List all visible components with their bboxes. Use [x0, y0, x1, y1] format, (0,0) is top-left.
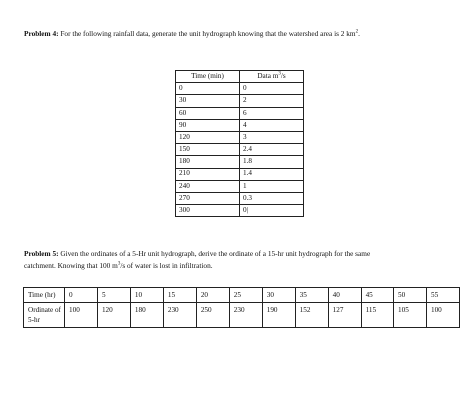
- time-cell: 20: [196, 288, 229, 303]
- data-cell: 2: [240, 95, 304, 107]
- ordinate-cell: 100: [65, 303, 98, 328]
- problem-5-text-line1: Given the ordinates of a 5-Hr unit hydrograph, derive the ordinate of a 15-hr unit hydrograph for the same: [60, 249, 371, 258]
- problem-4-superscript: 2: [355, 29, 359, 35]
- data-cell: 0: [240, 83, 304, 95]
- time-row: [24, 288, 460, 303]
- data-cell: 1.8: [240, 156, 304, 168]
- ordinate-cell: 230: [163, 303, 196, 328]
- time-cell: 30: [262, 288, 295, 303]
- ordinate-cell: 120: [97, 303, 130, 328]
- time-row-label: Time (hr): [24, 288, 65, 303]
- time-cell: 35: [295, 288, 328, 303]
- problem-5-text-line2: catchment. Knowing that 100 $m^3/s$ of water is lost in infiltration.: [24, 261, 213, 271]
- table-row: [176, 119, 304, 131]
- time-cell: 5: [97, 288, 130, 303]
- rainfall-data-table: [175, 70, 304, 217]
- data-cell: 1.4: [240, 168, 304, 180]
- ordinate-cell: 250: [196, 303, 229, 328]
- ordinate-row: [24, 303, 460, 328]
- problem-4: [24, 30, 464, 38]
- time-cell: 210: [176, 168, 240, 180]
- table-row: [176, 156, 304, 168]
- time-cell: 0: [176, 83, 240, 95]
- header-data: Data $m^3/s$: [240, 71, 304, 83]
- time-cell: 120: [176, 131, 240, 143]
- data-cell: 6: [240, 107, 304, 119]
- table-row: [176, 144, 304, 156]
- table-row: [176, 107, 304, 119]
- table-row: [176, 205, 304, 217]
- time-cell: 90: [176, 119, 240, 131]
- ordinate-cell: 152: [295, 303, 328, 328]
- data-cell: 0.3: [240, 192, 304, 204]
- ordinate-cell: 100: [426, 303, 459, 328]
- ordinate-row-label: Ordinate of 5-hr: [24, 303, 65, 328]
- time-cell: 50: [394, 288, 427, 303]
- problem-5: [24, 250, 464, 271]
- table-row: [176, 168, 304, 180]
- time-cell: 300: [176, 205, 240, 217]
- ordinate-cell: 190: [262, 303, 295, 328]
- time-cell: 150: [176, 144, 240, 156]
- time-cell: 15: [163, 288, 196, 303]
- time-cell: 270: [176, 192, 240, 204]
- time-cell: 40: [328, 288, 361, 303]
- ordinate-cell: 230: [229, 303, 262, 328]
- time-cell: 30: [176, 95, 240, 107]
- data-cell: 1: [240, 180, 304, 192]
- ordinate-cell: 127: [328, 303, 361, 328]
- problem-4-end: .: [358, 29, 360, 38]
- table-row: [176, 95, 304, 107]
- time-cell: 45: [361, 288, 393, 303]
- table-row: [176, 192, 304, 204]
- time-cell: 0: [65, 288, 98, 303]
- ordinate-cell: 180: [130, 303, 163, 328]
- time-cell: 240: [176, 180, 240, 192]
- problem-4-text: For the following rainfall data, generate the unit hydrograph knowing that the watershed area is 2 km: [60, 29, 356, 38]
- ordinate-cell: 115: [361, 303, 393, 328]
- header-time: Time (min): [176, 71, 240, 83]
- data-cell: 3: [240, 131, 304, 143]
- table-header-row: [176, 71, 304, 83]
- table-row: [176, 83, 304, 95]
- table-row: [176, 131, 304, 143]
- time-cell: 10: [130, 288, 163, 303]
- time-cell: 60: [176, 107, 240, 119]
- data-cell: 4: [240, 119, 304, 131]
- time-cell: 25: [229, 288, 262, 303]
- unit-hydrograph-table: [23, 287, 460, 328]
- table-row: [176, 180, 304, 192]
- time-cell: 180: [176, 156, 240, 168]
- data-cell: 0|: [240, 205, 304, 217]
- time-cell: 55: [426, 288, 459, 303]
- problem-5-label: Problem 5:: [24, 249, 59, 258]
- problem-4-label: Problem 4:: [24, 29, 59, 38]
- ordinate-cell: 105: [394, 303, 427, 328]
- data-cell: 2.4: [240, 144, 304, 156]
